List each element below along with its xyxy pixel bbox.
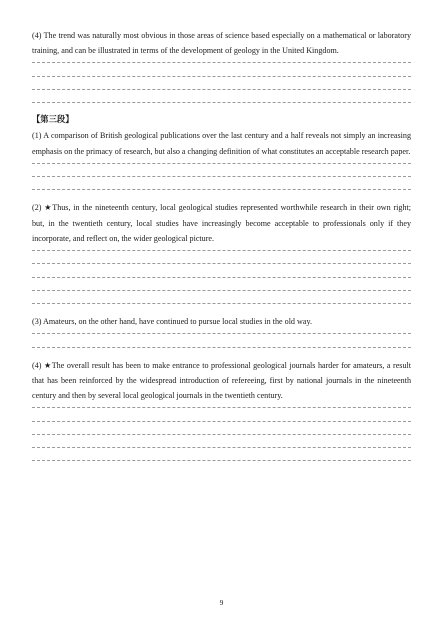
answer-line[interactable] — [32, 89, 411, 90]
page-number: 9 — [219, 598, 224, 607]
answer-lines — [32, 333, 411, 347]
answer-line[interactable] — [32, 434, 411, 435]
section-heading: 【第三段】 — [32, 114, 74, 125]
paragraph-4-overall-result: (4) ★The overall result has been to make entrance to professional geological journals harder for amateurs, a result that has been reinforced by the widespread introduction of refereeing, first by national journals in the nineteenth century and then by several local geological journals in the twentieth century. — [32, 360, 411, 400]
answer-line[interactable] — [32, 460, 411, 461]
answer-line[interactable] — [32, 250, 411, 251]
answer-line[interactable] — [32, 421, 411, 422]
answer-line[interactable] — [32, 62, 411, 63]
answer-line[interactable] — [32, 277, 411, 278]
answer-line[interactable] — [32, 347, 411, 348]
paragraph-2-local-studies: (2) ★Thus, in the nineteenth century, local geological studies represented worthwhile research in their own right; but, in the twentieth century, local studies have increasingly become acceptable to professionals only if they incorporate, and reflect on, the wider geological picture. — [32, 203, 411, 243]
answer-line[interactable] — [32, 76, 411, 77]
answer-line[interactable] — [32, 189, 411, 190]
answer-line[interactable] — [32, 333, 411, 334]
answer-lines — [32, 250, 411, 304]
answer-line[interactable] — [32, 407, 411, 408]
paragraph-4-trend: (4) The trend was naturally most obvious in those areas of science based especially on a mathematical or laboratory training, and can be illustrated in terms of the development of geology in the United Kingdom. — [32, 31, 411, 56]
answer-line[interactable] — [32, 263, 411, 264]
answer-lines — [32, 62, 411, 103]
answer-line[interactable] — [32, 176, 411, 177]
answer-line[interactable] — [32, 163, 411, 164]
answer-line[interactable] — [32, 102, 411, 103]
answer-lines — [32, 407, 411, 461]
answer-line[interactable] — [32, 290, 411, 291]
answer-line[interactable] — [32, 303, 411, 304]
paragraph-3-amateurs: (3) Amateurs, on the other hand, have continued to pursue local studies in the old way. — [32, 317, 312, 327]
answer-lines — [32, 163, 411, 191]
paragraph-1-comparison: (1) A comparison of British geological publications over the last century and a half reveals not simply an increasing emphasis on the primacy of research, but also a changing definition of what constitutes an acceptable research paper. — [32, 131, 411, 156]
answer-line[interactable] — [32, 447, 411, 448]
